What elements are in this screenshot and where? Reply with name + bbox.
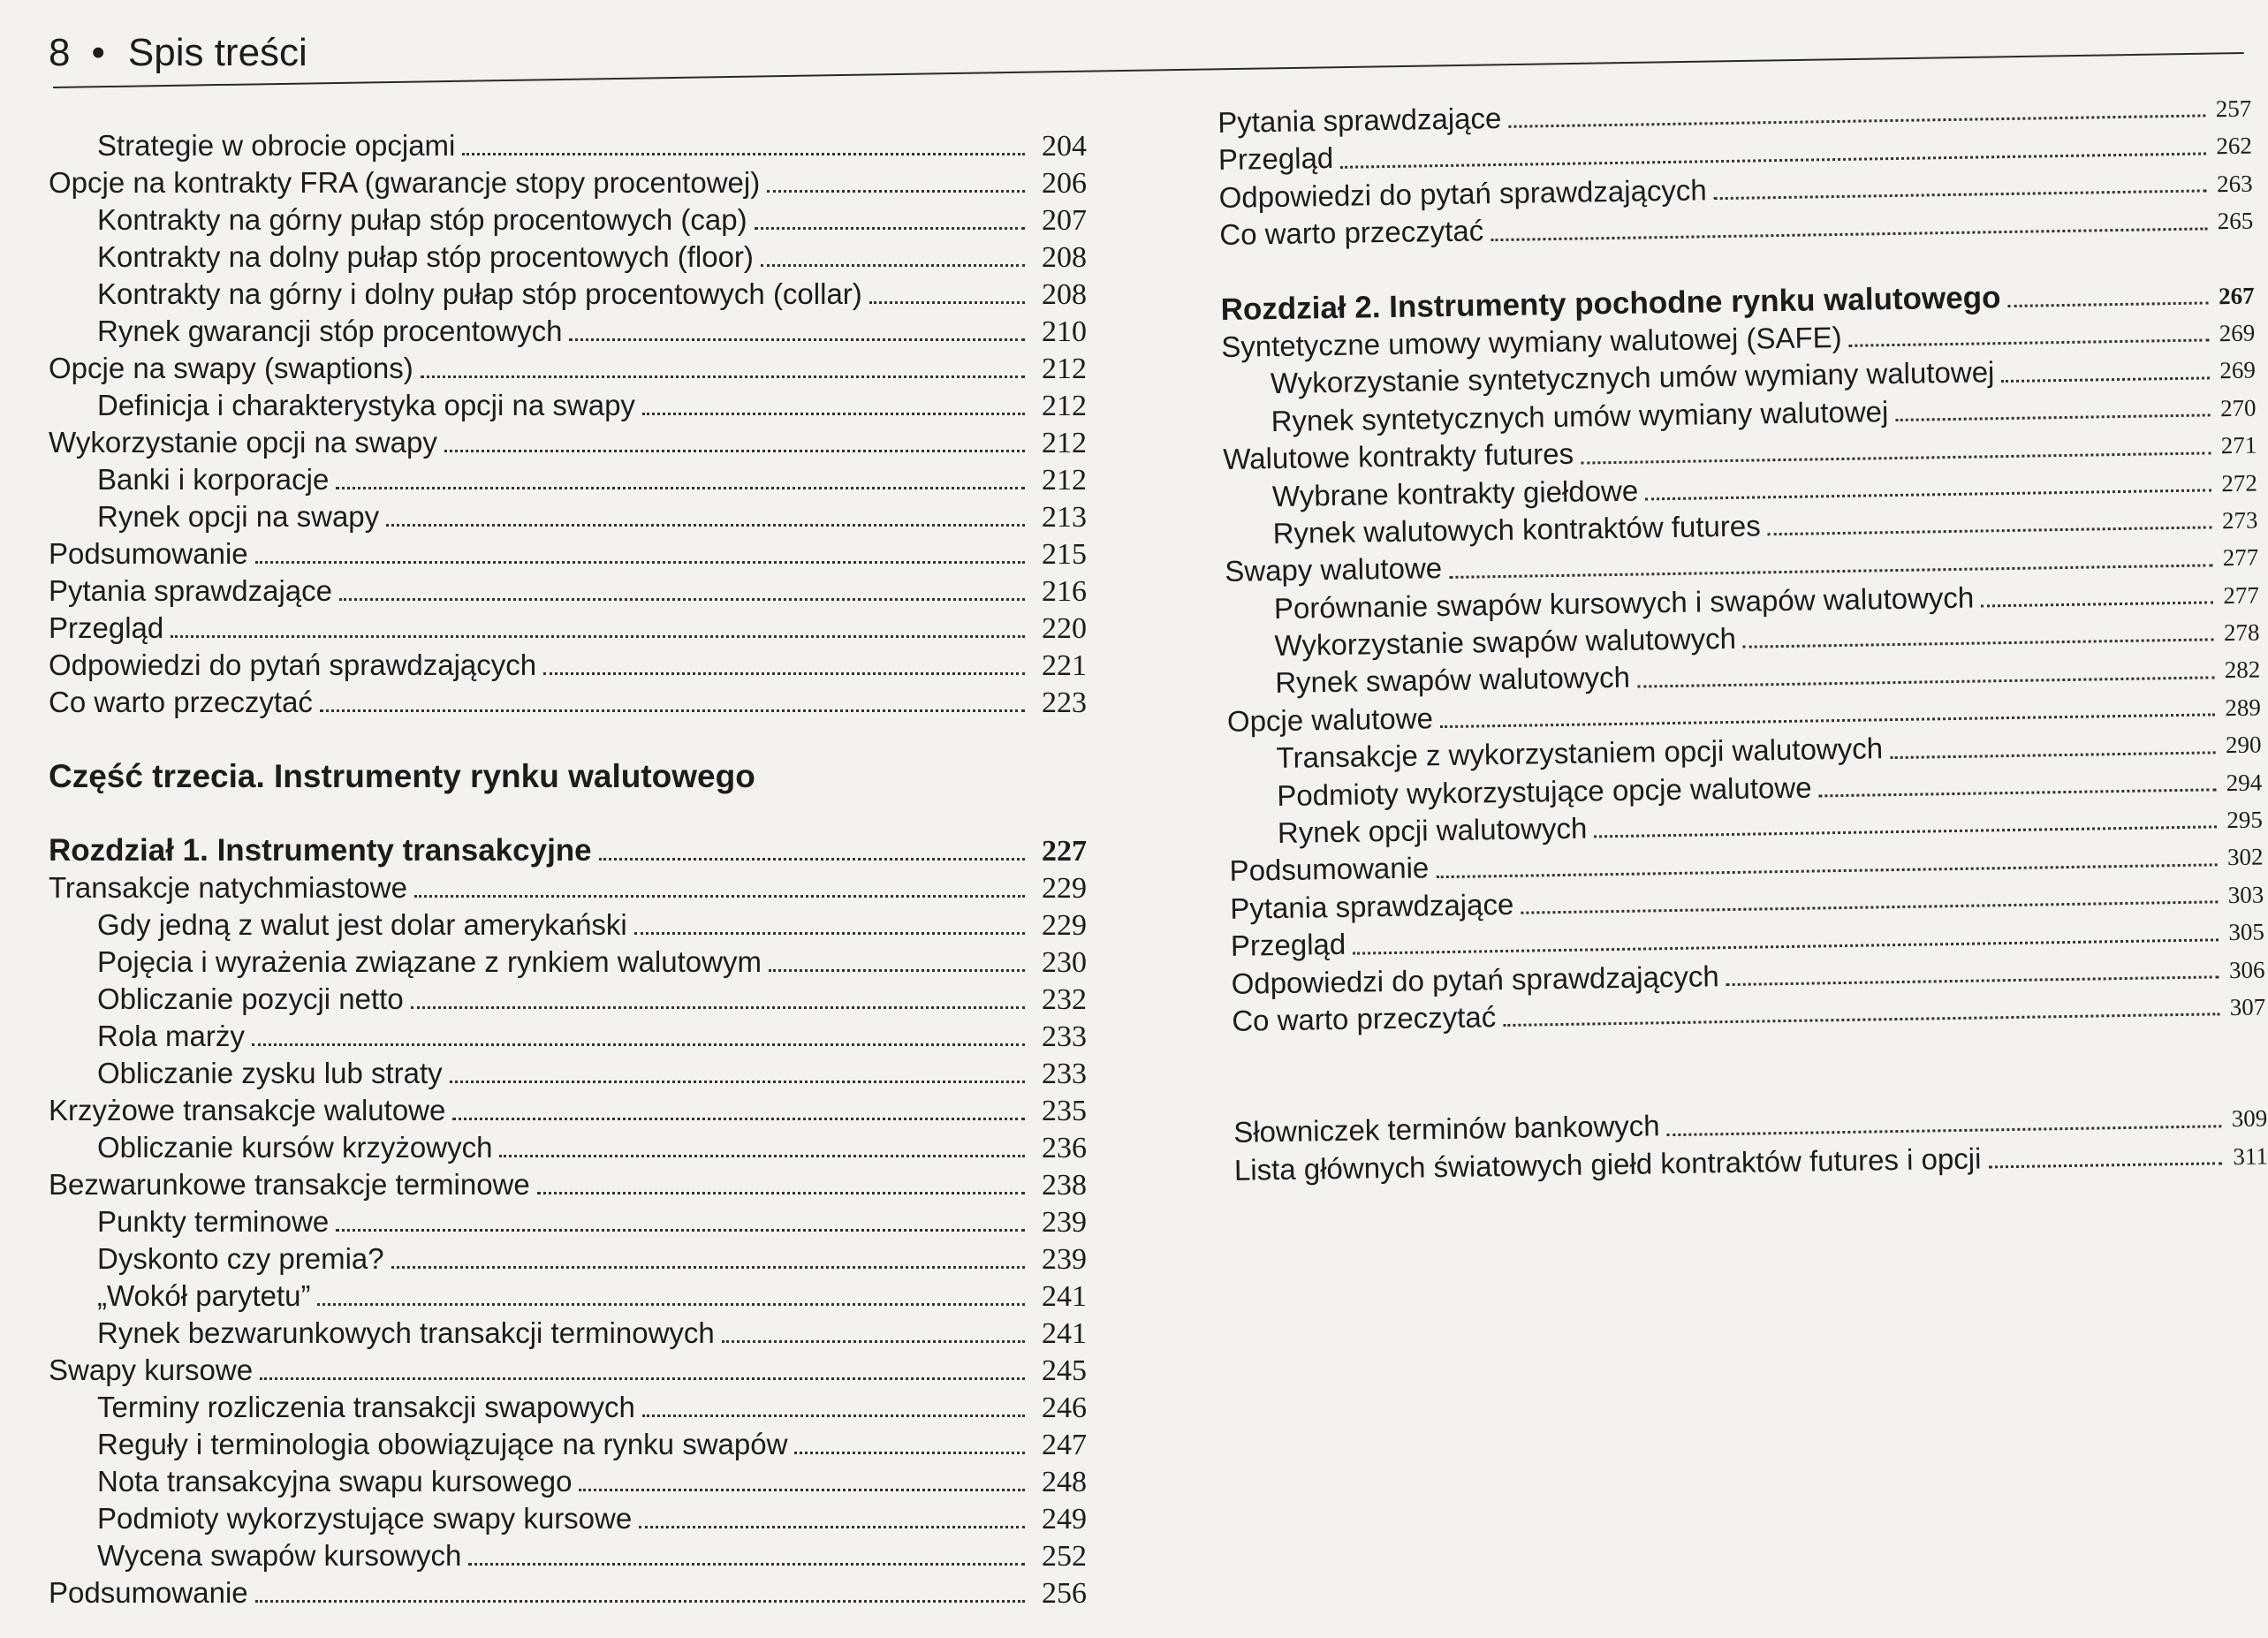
toc-entry xyxy=(49,127,1087,164)
toc-entry xyxy=(49,906,1087,944)
dot-leader xyxy=(499,1155,1025,1157)
toc-entry xyxy=(49,1574,1087,1611)
toc-entry-title: Pytania sprawdzające xyxy=(49,574,333,607)
toc-entry-page: 256 xyxy=(1042,1577,1087,1610)
toc-entry-title: Kontrakty na górny pułap stóp procentowych (cap) xyxy=(97,203,747,236)
toc-entry-page: 307 xyxy=(2229,993,2266,1021)
toc-entry-title: Nota transakcyjna swapu kursowego xyxy=(97,1465,573,1498)
toc-entry xyxy=(49,387,1087,424)
toc-entry-title: Przegląd xyxy=(49,611,164,644)
toc-entry-page: 238 xyxy=(1042,1169,1087,1202)
toc-entry-title: Reguły i terminologia obowiązujące na rynku swapów xyxy=(97,1428,788,1460)
dot-leader xyxy=(252,1043,1025,1046)
toc-entry-page: 248 xyxy=(1042,1466,1087,1498)
toc-entry-title: Wykorzystanie opcji na swapy xyxy=(49,426,437,459)
toc-entry-title: Wykorzystanie swapów walutowych xyxy=(1274,621,1737,663)
toc-entry-page: 235 xyxy=(1042,1095,1087,1127)
dot-leader xyxy=(642,1414,1025,1417)
toc-entry-page: 269 xyxy=(2219,356,2257,384)
toc-entry xyxy=(49,535,1087,573)
toc-entry-title: Wybrane kontrakty giełdowe xyxy=(1271,474,1639,512)
toc-entry-title: Podmioty wykorzystujące opcje walutowe xyxy=(1277,770,1812,812)
toc-entry-title: Obliczanie kursów krzyżowych xyxy=(97,1131,493,1164)
toc-entry-title: Rynek walutowych kontraktów futures xyxy=(1272,509,1761,550)
toc-entry-page: 272 xyxy=(2221,469,2258,497)
toc-entry xyxy=(49,1500,1087,1537)
toc-entry-page: 229 xyxy=(1042,872,1087,905)
dot-leader xyxy=(1714,190,2206,201)
toc-entry-title: Rynek swapów walutowych xyxy=(1275,661,1631,700)
toc-entry-page: 305 xyxy=(2228,918,2265,946)
toc-entry-page: 233 xyxy=(1042,1058,1087,1090)
toc-entry-title: Rynek gwarancji stóp procentowych xyxy=(97,315,563,347)
toc-entry-page: 212 xyxy=(1042,353,1087,385)
toc-entry xyxy=(49,1537,1087,1574)
spacer xyxy=(49,795,1087,832)
dot-leader xyxy=(411,1006,1025,1009)
toc-entry-title: Rynek syntetycznych umów wymiany walutowej xyxy=(1271,394,1889,437)
toc-entry xyxy=(49,313,1087,350)
dot-leader xyxy=(537,1192,1025,1194)
dot-leader xyxy=(1667,1125,2221,1136)
dot-leader xyxy=(1645,489,2211,500)
dot-leader xyxy=(1849,339,2209,347)
toc-entry-page: 265 xyxy=(2217,207,2254,235)
spacer xyxy=(49,721,1087,758)
toc-entry-title: Obliczanie pozycji netto xyxy=(97,982,404,1015)
toc-entry xyxy=(49,1240,1087,1278)
toc-chapter-entry xyxy=(49,832,1087,869)
part-title: Część trzecia. Instrumenty rynku walutowego xyxy=(49,758,755,794)
toc-entry-title: Opcje walutowe xyxy=(1226,701,1434,738)
toc-entry-title: Krzyżowe transakcje walutowe xyxy=(49,1094,446,1126)
dot-leader xyxy=(794,1452,1025,1454)
dot-leader xyxy=(2001,376,2209,383)
toc-entry xyxy=(49,276,1087,313)
toc-entry-title: Punkty terminowe xyxy=(97,1205,330,1238)
toc-entry-page: 230 xyxy=(1042,946,1087,979)
toc-entry-title: Transakcje z wykorzystaniem opcji walutowych xyxy=(1276,732,1884,775)
toc-entry-title: Pytania sprawdzające xyxy=(1230,887,1514,925)
toc-entry xyxy=(49,1426,1087,1463)
toc-entry-title: Podsumowanie xyxy=(1229,851,1430,888)
dot-leader xyxy=(171,635,1025,638)
toc-entry-page: 208 xyxy=(1042,241,1087,274)
dot-leader xyxy=(421,375,1025,378)
toc-entry-title: Swapy kursowe xyxy=(49,1354,254,1386)
dot-leader xyxy=(1981,601,2212,607)
dot-leader xyxy=(767,190,1025,193)
toc-entry-page: 262 xyxy=(2216,133,2253,160)
toc-entry-page: 221 xyxy=(1042,649,1087,682)
toc-entry-title: Podmioty wykorzystujące swapy kursowe xyxy=(97,1502,633,1535)
dot-leader xyxy=(414,895,1025,898)
toc-entry-title: Podsumowanie xyxy=(49,1576,248,1609)
toc-block-right-1 xyxy=(1217,88,2254,254)
toc-entry xyxy=(49,350,1087,387)
toc-entry-page: 246 xyxy=(1042,1392,1087,1424)
toc-entry xyxy=(49,1166,1087,1203)
toc-entry-title: Opcje na kontrakty FRA (gwarancje stopy procentowej) xyxy=(49,166,761,199)
dot-leader xyxy=(761,264,1025,267)
page-title: Spis treści xyxy=(127,31,307,74)
toc-entry xyxy=(49,1389,1087,1426)
toc-entry-title: Kontrakty na górny i dolny pułap stóp procentowych (collar) xyxy=(97,277,862,310)
toc-entry-title: Lista głównych światowych giełd kontraktów futures i opcji xyxy=(1233,1141,1982,1187)
toc-entry-page: 212 xyxy=(1042,427,1087,459)
toc-entry-page: 271 xyxy=(2220,431,2257,459)
toc-entry-page: 267 xyxy=(2218,282,2255,309)
toc-entry-page: 295 xyxy=(2226,806,2264,834)
toc-entry-page: 311 xyxy=(2233,1142,2268,1170)
toc-entry-title: Kontrakty na dolny pułap stóp procentowych (floor) xyxy=(97,240,754,273)
toc-entry-page: 206 xyxy=(1042,167,1087,200)
toc-entry-title: Odpowiedzi do pytań sprawdzających xyxy=(1231,959,1719,1000)
toc-entry-page: 278 xyxy=(2223,618,2260,647)
dot-leader xyxy=(1989,1162,2222,1168)
dot-leader xyxy=(386,524,1025,527)
toc-entry-title: Odpowiedzi do pytań sprawdzających xyxy=(1218,173,1708,214)
toc-entry-page: 309 xyxy=(2231,1104,2268,1133)
toc-entry-title: Co warto przeczytać xyxy=(1232,1000,1497,1037)
dot-leader xyxy=(755,227,1025,230)
dot-leader xyxy=(543,672,1025,675)
toc-entry-page: 249 xyxy=(1042,1503,1087,1536)
toc-entry xyxy=(49,610,1087,647)
toc-entry-page: 252 xyxy=(1042,1540,1087,1573)
dot-leader xyxy=(639,1526,1025,1528)
toc-entry-page: 289 xyxy=(2225,694,2262,722)
toc-entry xyxy=(49,684,1087,721)
toc-entry-page: 223 xyxy=(1042,686,1087,719)
dot-leader xyxy=(2008,301,2209,307)
dot-leader xyxy=(1819,788,2216,797)
toc-entry-title: Rozdział 1. Instrumenty transakcyjne xyxy=(49,833,592,868)
dot-leader xyxy=(869,301,1025,304)
toc-entry-page: 303 xyxy=(2227,881,2264,908)
toc-entry-page: 236 xyxy=(1042,1132,1087,1164)
toc-entry-page: 269 xyxy=(2219,319,2256,347)
dot-leader xyxy=(317,1303,1025,1306)
toc-entry-title: Swapy walutowe xyxy=(1225,551,1443,588)
toc-entry-page: 277 xyxy=(2222,543,2259,572)
toc-entry-title: Gdy jedną z walut jest dolar amerykański xyxy=(97,908,627,941)
toc-entry-title: Pytania sprawdzające xyxy=(1217,101,1502,139)
dot-leader xyxy=(339,598,1025,601)
dot-leader xyxy=(1637,676,2214,687)
toc-entry-title: Podsumowanie xyxy=(49,537,248,570)
toc-entry-page: 233 xyxy=(1042,1020,1087,1053)
toc-entry-page: 290 xyxy=(2225,731,2262,759)
toc-entry-page: 215 xyxy=(1042,538,1087,571)
dot-leader xyxy=(444,450,1025,452)
toc-entry xyxy=(49,1203,1087,1240)
dot-leader xyxy=(769,969,1025,972)
toc-entry-title: Walutowe kontrakty futures xyxy=(1223,436,1574,476)
toc-entry-title: Obliczanie zysku lub straty xyxy=(97,1057,443,1089)
dot-leader xyxy=(599,858,1025,861)
toc-entry-page: 306 xyxy=(2228,956,2265,983)
dot-leader xyxy=(1581,451,2211,464)
dot-leader xyxy=(569,338,1025,341)
toc-entry-title: Rozdział 2. Instrumenty pochodne rynku walutowego xyxy=(1220,279,2001,327)
toc-entry-page: 245 xyxy=(1042,1354,1087,1387)
toc-entry xyxy=(49,201,1087,239)
header-bullet: • xyxy=(91,31,105,74)
page-header xyxy=(49,27,307,80)
dot-leader xyxy=(1594,826,2216,838)
dot-leader xyxy=(320,709,1025,712)
toc-entry-page: 216 xyxy=(1042,575,1087,608)
toc-entry-page: 239 xyxy=(1042,1206,1087,1239)
toc-entry xyxy=(49,239,1087,276)
toc-block-left-2 xyxy=(49,832,1087,1611)
toc-entry-page: 212 xyxy=(1042,390,1087,422)
toc-entry xyxy=(49,1352,1087,1389)
toc-entry-title: Przegląd xyxy=(1217,141,1334,177)
toc-entry-title: Wykorzystanie syntetycznych umów wymiany walutowej xyxy=(1270,355,1995,400)
dot-leader xyxy=(391,1266,1025,1269)
dot-leader xyxy=(1743,639,2213,648)
dot-leader xyxy=(255,561,1025,564)
toc-entry-page: 208 xyxy=(1042,278,1087,311)
toc-entry-title: Słowniczek terminów bankowych xyxy=(1233,1109,1660,1149)
toc-entry-page: 241 xyxy=(1042,1280,1087,1313)
dot-leader xyxy=(468,1563,1025,1566)
toc-entry-title: Definicja i charakterystyka opcji na swapy xyxy=(97,389,635,421)
toc-entry-title: Rola marży xyxy=(97,1020,245,1052)
toc-entry-page: 232 xyxy=(1042,983,1087,1016)
toc-entry-page: 204 xyxy=(1042,130,1087,163)
toc-entry xyxy=(49,944,1087,981)
dot-leader xyxy=(452,1118,1025,1120)
page-number: 8 xyxy=(49,31,71,74)
toc-entry-page: 270 xyxy=(2219,394,2257,421)
toc-entry-title: Terminy rozliczenia transakcji swapowych xyxy=(97,1391,635,1423)
dot-leader xyxy=(1726,975,2219,986)
toc-entry-page: 239 xyxy=(1042,1243,1087,1276)
toc-entry xyxy=(49,1129,1087,1166)
dot-leader xyxy=(1503,1013,2219,1028)
toc-entry-title: Co warto przeczytać xyxy=(1219,214,1484,252)
toc-entry xyxy=(49,461,1087,498)
toc-entry xyxy=(49,1463,1087,1500)
toc-entry-page: 213 xyxy=(1042,501,1087,534)
toc-entry xyxy=(49,1055,1087,1092)
dot-leader xyxy=(722,1340,1025,1343)
toc-entry-title: Dyskonto czy premia? xyxy=(97,1242,384,1275)
toc-entry-title: Opcje na swapy (swaptions) xyxy=(49,352,413,384)
toc-entry-page: 210 xyxy=(1042,315,1087,348)
toc-entry-title: Rynek bezwarunkowych transakcji terminowych xyxy=(97,1316,715,1349)
toc-entry xyxy=(49,1278,1087,1315)
toc-entry-title: Transakcje natychmiastowe xyxy=(49,871,407,904)
toc-entry-page: 207 xyxy=(1042,204,1087,237)
toc-entry-title: Bezwarunkowe transakcje terminowe xyxy=(49,1168,530,1201)
dot-leader xyxy=(634,932,1025,935)
dot-leader xyxy=(579,1489,1025,1491)
toc-block-left-1 xyxy=(49,127,1087,721)
dot-leader xyxy=(336,1229,1025,1232)
toc-entry xyxy=(49,647,1087,684)
toc-entry xyxy=(49,1018,1087,1055)
toc-entry xyxy=(49,869,1087,906)
toc-block-right-3 xyxy=(1233,1098,2268,1189)
dot-leader xyxy=(1491,227,2207,241)
toc-entry xyxy=(49,981,1087,1018)
toc-entry-title: Strategie w obrocie opcjami xyxy=(97,129,456,162)
toc-entry xyxy=(49,1092,1087,1129)
dot-leader xyxy=(1768,527,2211,536)
dot-leader xyxy=(260,1377,1025,1380)
toc-entry-title: Pojęcia i wyrażenia związane z rynkiem walutowym xyxy=(97,945,762,978)
toc-entry-page: 282 xyxy=(2224,656,2261,684)
toc-entry-page: 229 xyxy=(1042,909,1087,942)
toc-entry xyxy=(49,424,1087,461)
toc-entry-title: Porównanie swapów kursowych i swapów walutowych xyxy=(1273,580,1975,625)
header-rule xyxy=(53,52,2244,88)
dot-leader xyxy=(1890,751,2215,759)
toc-entry-title: Banki i korporacje xyxy=(97,463,330,496)
toc-left-column xyxy=(49,127,1087,1611)
dot-leader xyxy=(462,153,1025,155)
toc-entry-page: 241 xyxy=(1042,1317,1087,1350)
toc-entry xyxy=(49,1315,1087,1352)
dot-leader xyxy=(255,1600,1025,1603)
toc-entry-page: 273 xyxy=(2221,506,2258,535)
dot-leader xyxy=(1521,901,2217,914)
toc-entry-page: 247 xyxy=(1042,1429,1087,1461)
toc-entry-title: Wycena swapów kursowych xyxy=(97,1539,462,1572)
toc-block-right-2 xyxy=(1220,275,2265,1040)
toc-entry-page: 257 xyxy=(2215,95,2252,123)
toc-entry-title: Przegląd xyxy=(1230,928,1346,963)
dot-leader xyxy=(1895,414,2210,422)
dot-leader xyxy=(642,413,1025,415)
toc-entry-title: Co warto przeczytać xyxy=(49,686,313,718)
toc-entry-title: Odpowiedzi do pytań sprawdzających xyxy=(49,648,537,681)
toc-entry xyxy=(49,164,1087,201)
toc-entry xyxy=(49,573,1087,610)
toc-entry-page: 227 xyxy=(1042,835,1087,868)
dot-leader xyxy=(336,487,1025,489)
toc-entry-title: Rynek opcji walutowych xyxy=(1277,811,1588,850)
toc-entry-page: 263 xyxy=(2216,170,2253,198)
toc-entry-title: Rynek opcji na swapy xyxy=(97,500,380,533)
dot-leader xyxy=(450,1081,1025,1083)
toc-entry-page: 294 xyxy=(2226,769,2263,796)
toc-entry-title: Syntetyczne umowy wymiany walutowej (SAFE) xyxy=(1221,320,1842,363)
dot-leader xyxy=(1508,115,2204,128)
toc-entry-page: 212 xyxy=(1042,464,1087,497)
toc-entry-page: 302 xyxy=(2226,843,2264,871)
toc-right-column xyxy=(1217,88,2268,1189)
toc-entry-title: „Wokół parytetu” xyxy=(97,1279,311,1312)
toc-entry-page: 277 xyxy=(2223,581,2260,609)
toc-entry xyxy=(49,498,1087,535)
toc-entry-page: 220 xyxy=(1042,612,1087,645)
